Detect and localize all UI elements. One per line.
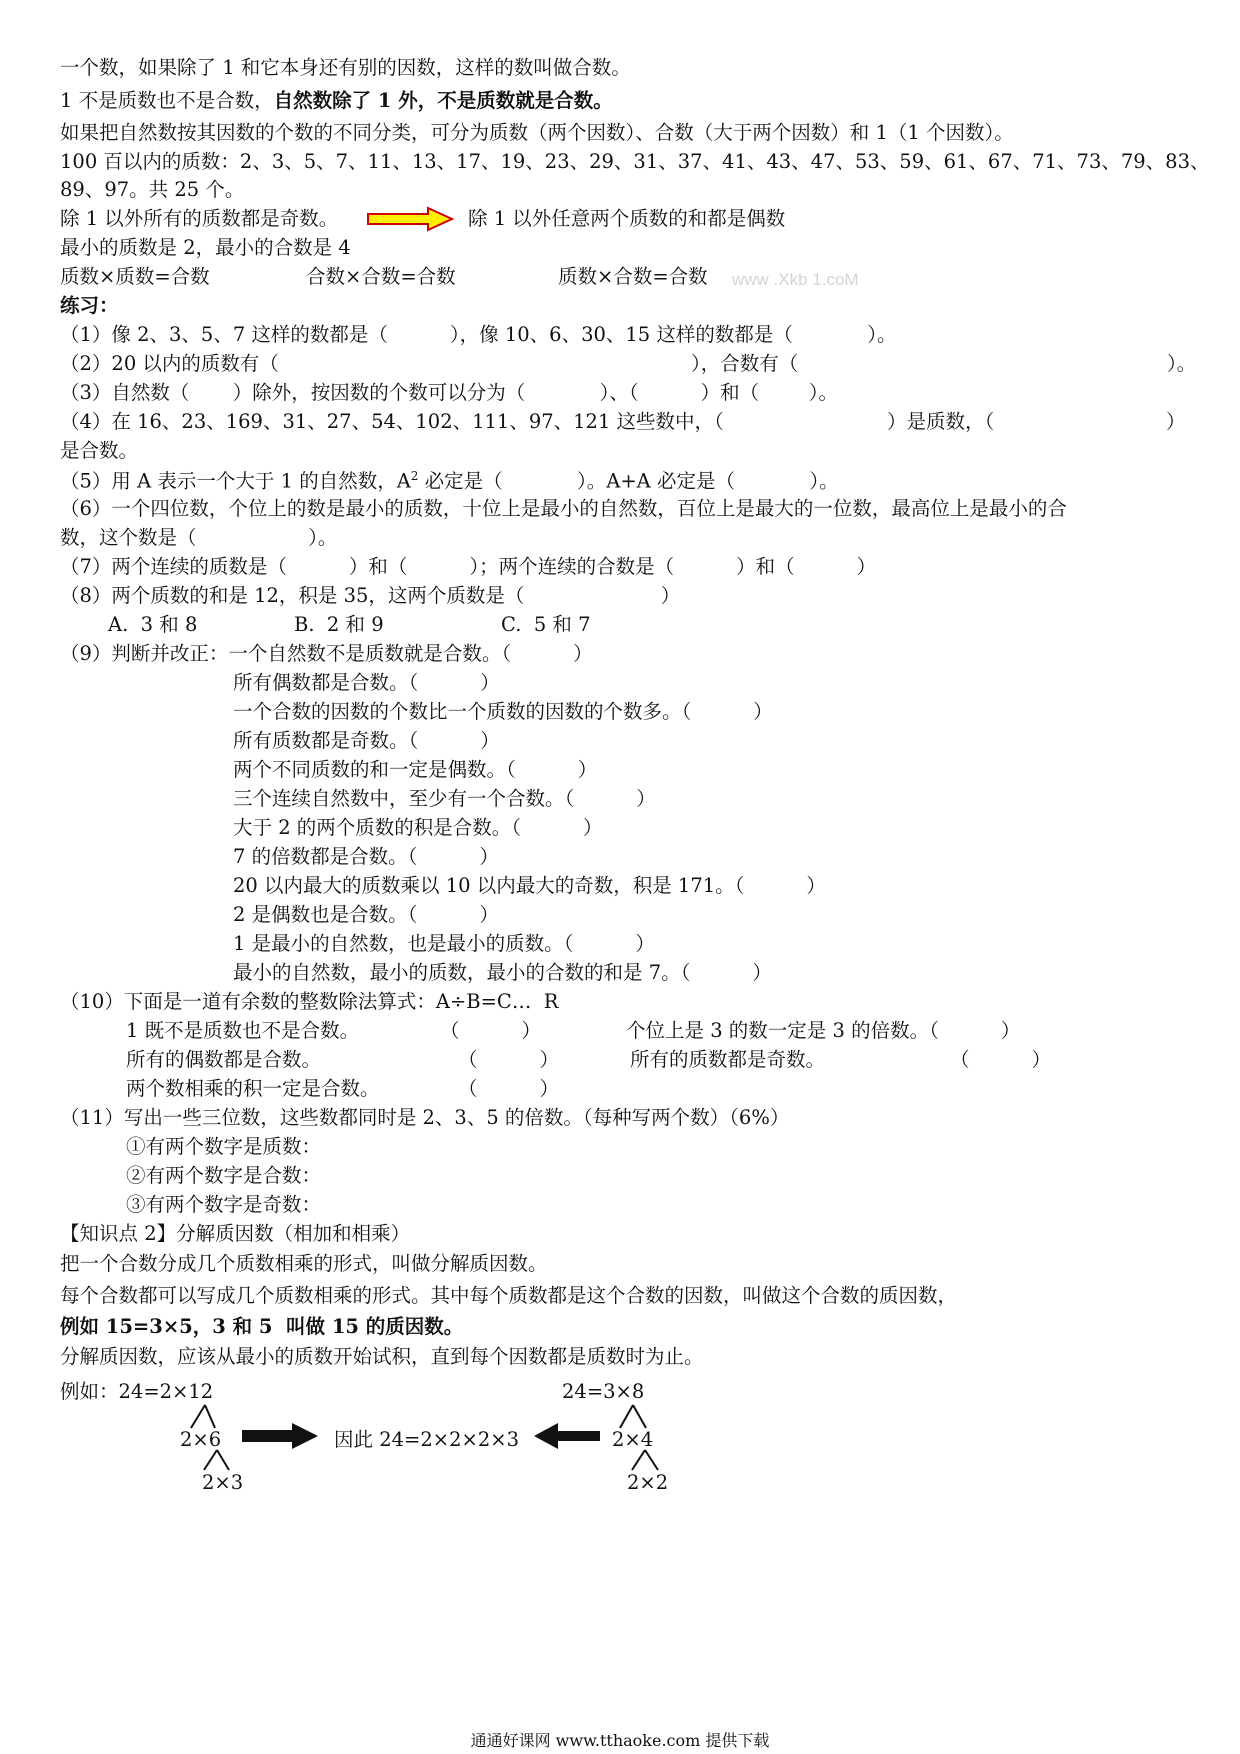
question-11: （11）写出一些三位数，这些数都同时是 2、3、5 的倍数。（每种写两个数）（6%） [60,1106,790,1129]
kp2-explanation: 每个合数都可以写成几个质数相乘的形式。其中每个质数都是这个合数的因数，叫做这个合数的质因数， [60,1284,958,1307]
definition-one-text: 1 不是质数也不是合数， [60,89,274,112]
rule-composite-composite: 合数×合数=合数 [306,265,456,288]
example-label: 例如：24=2×12 [60,1380,214,1403]
kp2-definition: 把一个合数分成几个质数相乘的形式，叫做分解质因数。 [60,1252,548,1275]
q10-item-right: 所有的质数都是奇数。 [630,1048,826,1071]
left-arrow-icon [532,1422,602,1452]
q9-item: 7 的倍数都是合数。（ ） [233,845,499,868]
question-4-part: ）是质数，（ [887,410,995,433]
q9-item: 2 是偶数也是合数。（ ） [233,903,499,926]
smallest-prime-line: 最小的质数是 2，最小的合数是 4 [60,236,351,259]
yellow-arrow-icon [366,206,456,232]
q10-item-left: 所有的偶数都是合数。 [126,1048,322,1071]
question-4: （4）在 16、23、169、31、27、54、102、111、97、121 这些数中，（ [60,410,724,433]
option-a: A. 3 和 8 [108,613,198,636]
odd-primes-line: 除 1 以外所有的质数都是奇数。 [60,207,339,230]
q10-item-right: 个位上是 3 的数一定是 3 的倍数。（ ） [626,1019,1021,1042]
knowledge-point-2-title: 【知识点 2】分解质因数（相加和相乘） [60,1222,411,1245]
question-2-part: ），合数有（ [691,352,799,375]
q10-paren: （ ） [458,1048,559,1071]
option-b: B. 2 和 9 [294,613,384,636]
question-6: （6）一个四位数，个位上的数是最小的质数，十位上是最小的自然数，百位上是最大的一位数，最高位上是最小的合 [60,497,1067,520]
kp2-example: 例如 15=3×5，3 和 5 叫做 15 的质因数。 [60,1315,464,1338]
primes-under-100-line2: 89、97。共 25 个。 [60,178,245,201]
q9-item: 1 是最小的自然数，也是最小的质数。（ ） [233,932,655,955]
watermark: www .Xkb 1.coM [732,270,859,289]
q11-item: ②有两个数字是合数： [126,1164,322,1187]
q9-item: 所有偶数都是合数。（ ） [233,671,500,694]
practice-heading: 练习： [60,294,119,317]
q9-item: 两个不同质数的和一定是偶数。（ ） [233,758,598,781]
definition-composite: 一个数，如果除了 1 和它本身还有别的因数，这样的数叫做合数。 [60,56,631,79]
definition-one-bold: 自然数除了 1 外，不是质数就是合数。 [273,89,613,112]
q9-item: 一个合数的因数的个数比一个质数的因数的个数多。（ ） [233,700,773,723]
definition-one [60,91,613,111]
q10-paren: （ ） [440,1019,541,1042]
q10-item-left: 两个数相乘的积一定是合数。 [126,1077,380,1100]
left-tree-level2: 2×6 [180,1428,222,1451]
primes-under-100-line1: 100 百以内的质数：2、3、5、7、11、13、17、19、23、29、31、37、41、43、47、53、59、61、67、71、73、79、83、 [60,150,1210,173]
q9-item: 三个连续自然数中，至少有一个合数。（ ） [233,787,656,810]
footer-source: 通通好课网 www.tthaoke.com 提供下载 [470,1731,770,1750]
q10-paren: （ ） [458,1077,559,1100]
q9-item: 所有质数都是奇数。（ ） [233,729,500,752]
kp2-method: 分解质因数，应该从最小的质数开始试积，直到每个因数都是质数时为止。 [60,1345,704,1368]
question-9: （9）判断并改正：一个自然数不是质数就是合数。（ ） [60,642,593,665]
question-2: （2）20 以内的质数有（ [60,352,279,375]
question-3: （3）自然数（ ）除外，按因数的个数可以分为（ ）、（ ）和（ ）。 [60,381,839,404]
question-4-end: ） [1166,410,1186,433]
q9-item: 大于 2 的两个质数的积是合数。（ ） [233,816,603,839]
rule-prime-composite: 质数×合数=合数 [558,265,708,288]
q9-item: 最小的自然数，最小的质数，最小的合数的和是 7。（ ） [233,961,772,984]
question-4-cont: 是合数。 [60,439,139,462]
left-tree-level3: 2×3 [202,1471,244,1494]
question-5-rest: 必定是（ ）。A+A 必定是（ ）。 [418,469,839,493]
rule-prime-prime: 质数×质数=合数 [60,265,210,288]
right-arrow-icon [240,1422,320,1452]
right-tree-level1: 24=3×8 [562,1380,645,1403]
question-8: （8）两个质数的和是 12，积是 35，这两个质数是（ ） [60,584,681,607]
q11-item: ①有两个数字是质数： [126,1135,322,1158]
right-tree-level3: 2×2 [627,1471,669,1494]
factorization-result: 因此 24=2×2×2×3 [334,1428,519,1451]
q9-item: 20 以内最大的质数乘以 10 以内最大的奇数，积是 171。（ ） [233,874,826,897]
question-7: （7）两个连续的质数是（ ）和（ ）；两个连续的合数是（ ）和（ ） [60,555,877,578]
question-6-cont: 数，这个数是（ ）。 [60,526,338,549]
right-tree-level2: 2×4 [612,1428,654,1451]
q11-item: ③有两个数字是奇数： [126,1193,322,1216]
question-1: （1）像 2、3、5、7 这样的数都是（ ），像 10、6、30、15 这样的数都是（ ）。 [60,323,897,346]
question-10: （10）下面是一道有余数的整数除法算式：A÷B=C… R [60,990,559,1013]
question-5-superscript: 2 [410,469,419,483]
question-5 [60,470,839,491]
question-5-text: （5）用 A 表示一个大于 1 的自然数，A [60,469,411,493]
option-c: C. 5 和 7 [501,613,591,636]
even-sum-line: 除 1 以外任意两个质数的和都是偶数 [468,207,786,230]
question-2-end: ）。 [1167,352,1197,375]
q10-paren: （ ） [950,1048,1051,1071]
classification-line: 如果把自然数按其因数的个数的不同分类，可分为质数（两个因数）、合数（大于两个因数）和 1（1 个因数）。 [60,121,1014,144]
q10-item-left: 1 既不是质数也不是合数。 [126,1019,360,1042]
